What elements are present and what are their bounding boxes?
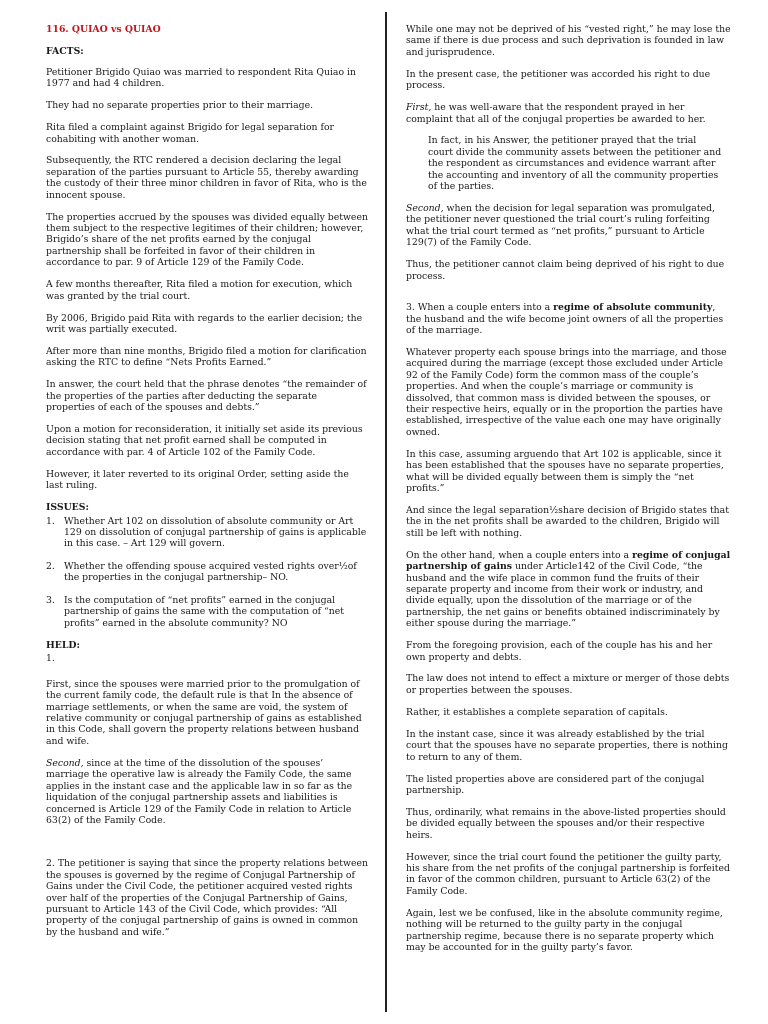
quoted-paragraph: In fact, in his Answer, the petitioner prayed that the trial court divide the community assets between the petitioner and the respondent as circumstances and evidence warrant after the accounting and inventory of all the community properties of the parties.	[428, 135, 722, 193]
held-text: since at the time of the dissolution of the spouses’ marriage the operative law is already the Family Code, the same applies in the instant case and the applicable law in so far as the liquidation of the conjugal partnership assets and liabilities is concerned is Article 129 of the Family Code in relation to Article 63(2) of the Family Code.	[46, 757, 353, 826]
held-text: since the spouses were married prior to the promulgation of the current family code, the default rule is that In the absence of marriage settlements, or when the same are void, the system of relative community or conjugal partnership of gains as established in this Code, shall govern the property relations between husband and wife.	[46, 678, 362, 747]
body-paragraph	[406, 302, 732, 336]
body-paragraph: Whatever property each spouse brings into the marriage, and those acquired during the marriage (except those excluded under Article 92 of the Family Code) form the common mass of the couple’s properties. And when the couple’s marriage or community is dissolved, that common mass is divided between the spouses, or their respective heirs, equally or in the proportion the parties have established, irrespective of the value each one may have originally owned.	[406, 346, 727, 438]
body-paragraph: However, since the trial court found the petitioner the guilty party, his share from the net profits of the conjugal partnership is forfeited in favor of the common children, pursuant to Article 63(2) of the Family Code.	[406, 851, 730, 897]
issue-number: 1.	[46, 515, 55, 527]
right-column	[406, 0, 732, 964]
held-lead: First,	[46, 678, 72, 690]
column-divider	[385, 12, 387, 1012]
case-title: 116. QUIAO vs QUIAO	[46, 24, 161, 35]
fact-paragraph: However, it later reverted to its original Order, setting aside the last ruling.	[46, 468, 349, 492]
issue-number: 2.	[46, 560, 55, 572]
paragraph-text: 3. When a couple enters into a	[406, 302, 554, 314]
body-paragraph: Rather, it establishes a complete separation of capitals.	[406, 706, 668, 718]
term-bold: regime of conjugal partnership of gains	[406, 549, 731, 573]
body-paragraph	[406, 550, 732, 630]
body-paragraph	[406, 203, 732, 249]
fact-paragraph: Rita filed a complaint against Brigido for legal separation for cohabiting with another woman.	[46, 122, 334, 145]
fact-paragraph: The properties accrued by the spouses was divided equally between them subject to the respective legitimes of their children; however, Brigido’s share of the net profits earned by the conjugal partnership shall be forfeited in favor of their children in accordance to par. 9 of Article 129 of the Family Code.	[46, 211, 368, 269]
issues-list	[46, 516, 368, 629]
body-paragraph	[406, 102, 732, 125]
term-bold: regime of absolute community	[553, 302, 713, 314]
fact-paragraph: By 2006, Brigido paid Rita with regards to the earlier decision; the writ was partially executed.	[46, 312, 363, 336]
held-lead: Second,	[46, 757, 84, 769]
issue-text: Is the computation of “net profits” earned in the conjugal partnership of gains the same with the computation of “net profits” earned in the absolute community? NO	[64, 594, 345, 629]
paragraph-text: On the other hand, when a couple enters into a	[406, 549, 633, 561]
held-paragraph	[46, 679, 368, 748]
issue-number: 3.	[46, 594, 55, 606]
body-paragraph: While one may not be deprived of his “vested right,” he may lose the same if there is due process and such deprivation is founded in law and jurisprudence.	[406, 24, 731, 58]
fact-paragraph: Petitioner Brigido Quiao was married to respondent Rita Quiao in 1977 and had 4 children.	[46, 66, 356, 90]
body-paragraph: The law does not intend to effect a mixture or merger of those debts or properties between the spouses.	[406, 673, 730, 696]
body-paragraph: In this case, assuming arguendo that Art 102 is applicable, since it has been established that the spouses have no separate properties, what will be divided equally between them is simply the “net profits.”	[406, 448, 724, 494]
body-paragraph: Thus, ordinarily, what remains in the above-listed properties should be divided equally between the spouses and/or their respective heirs.	[406, 806, 726, 841]
body-paragraph: From the foregoing provision, each of the couple has his and her own property and debts.	[406, 640, 713, 663]
issue-item	[46, 516, 368, 550]
paragraph-lead: Second,	[406, 203, 444, 215]
body-paragraph: In the instant case, since it was already established by the trial court that the spouses have no separate properties, there is nothing to return to any of them.	[406, 728, 728, 763]
paragraph-text: when the decision for legal separation was promulgated, the petitioner never questioned the trial court’s ruling forfeiting what the trial court termed as “net profits,” pursuant to Article 129(7) of the Family Code.	[406, 203, 715, 249]
held-number: 1.	[46, 653, 55, 665]
held-paragraph: 2. The petitioner is saying that since the property relations between the spouses is governed by the regime of Conjugal Partnership of Gains under the Civil Code, the petitioner acquired vested rights over half of the properties of the Conjugal Partnership of Gains, pursuant to Article 143 of the Civil Code, which provides: “All property of the conjugal partnership of gains is owned in common by the husband and wife.”	[46, 858, 368, 938]
fact-paragraph: A few months thereafter, Rita filed a motion for execution, which was granted by the trial court.	[46, 279, 353, 302]
held-paragraph	[46, 758, 368, 827]
fact-paragraph: In answer, the court held that the phrase denotes “the remainder of the properties of the parties after deducting the separate properties of each of the spouses and debts.”	[46, 379, 367, 414]
body-paragraph: Again, lest we be confused, like in the absolute community regime, nothing will be returned to the guilty party in the conjugal partnership regime, because there is no separate property which may be accounted for in the guilty party’s favor.	[406, 907, 723, 954]
body-paragraph: And since the legal separation½share decision of Brigido states that the in the net profits shall be awarded to the children, Brigido will still be left with nothing.	[406, 504, 729, 539]
body-paragraph: The listed properties above are considered part of the conjugal partnership.	[406, 773, 705, 796]
facts-heading: FACTS:	[46, 46, 84, 58]
paragraph-text: he was well-aware that the respondent prayed in her complaint that all of the conjugal properties be awarded to her.	[406, 102, 706, 125]
issue-text: Whether Art 102 on dissolution of absolute community or Art 129 on dissolution of conjugal partnership of gains is applicable in this case. – Art 129 will govern.	[64, 515, 367, 550]
issues-heading: ISSUES:	[46, 502, 89, 514]
body-paragraph: In the present case, the petitioner was accorded his right to due process.	[406, 68, 711, 92]
fact-paragraph: Upon a motion for reconsideration, it initially set aside its previous decision stating that net profit earned shall be computed in accordance with par. 4 of Article 102 of the Family Code.	[46, 424, 363, 458]
paragraph-text: , the husband and the wife become joint owners of all the properties of the marriage.	[406, 302, 724, 336]
body-paragraph: Thus, the petitioner cannot claim being deprived of his right to due process.	[406, 259, 725, 282]
paragraph-text: under Article142 of the Civil Code, “the husband and the wife place in common fund the fruits of their separate property and income from their work or industry, and divide equally, upon the dissolution of the marriage or of the partnership, the net gains or benefits obtained indiscriminately by either spouse during the marriage.”	[406, 561, 720, 630]
issue-item	[46, 561, 368, 584]
issue-item	[46, 595, 368, 629]
left-column	[46, 0, 368, 949]
issue-text: Whether the offending spouse acquired vested rights over½of the properties in the conjugal partnership– NO.	[64, 560, 357, 584]
held-heading: HELD:	[46, 639, 80, 651]
paragraph-lead: First,	[406, 102, 432, 114]
fact-paragraph: After more than nine months, Brigido filed a motion for clarification asking the RTC to define “Nets Profits Earned.”	[46, 345, 367, 369]
fact-paragraph: Subsequently, the RTC rendered a decision declaring the legal separation of the parties pursuant to Article 55, thereby awarding the custody of their three minor children in favor of Rita, who is the innocent spouse.	[46, 155, 367, 201]
fact-paragraph: They had no separate properties prior to their marriage.	[46, 100, 314, 112]
